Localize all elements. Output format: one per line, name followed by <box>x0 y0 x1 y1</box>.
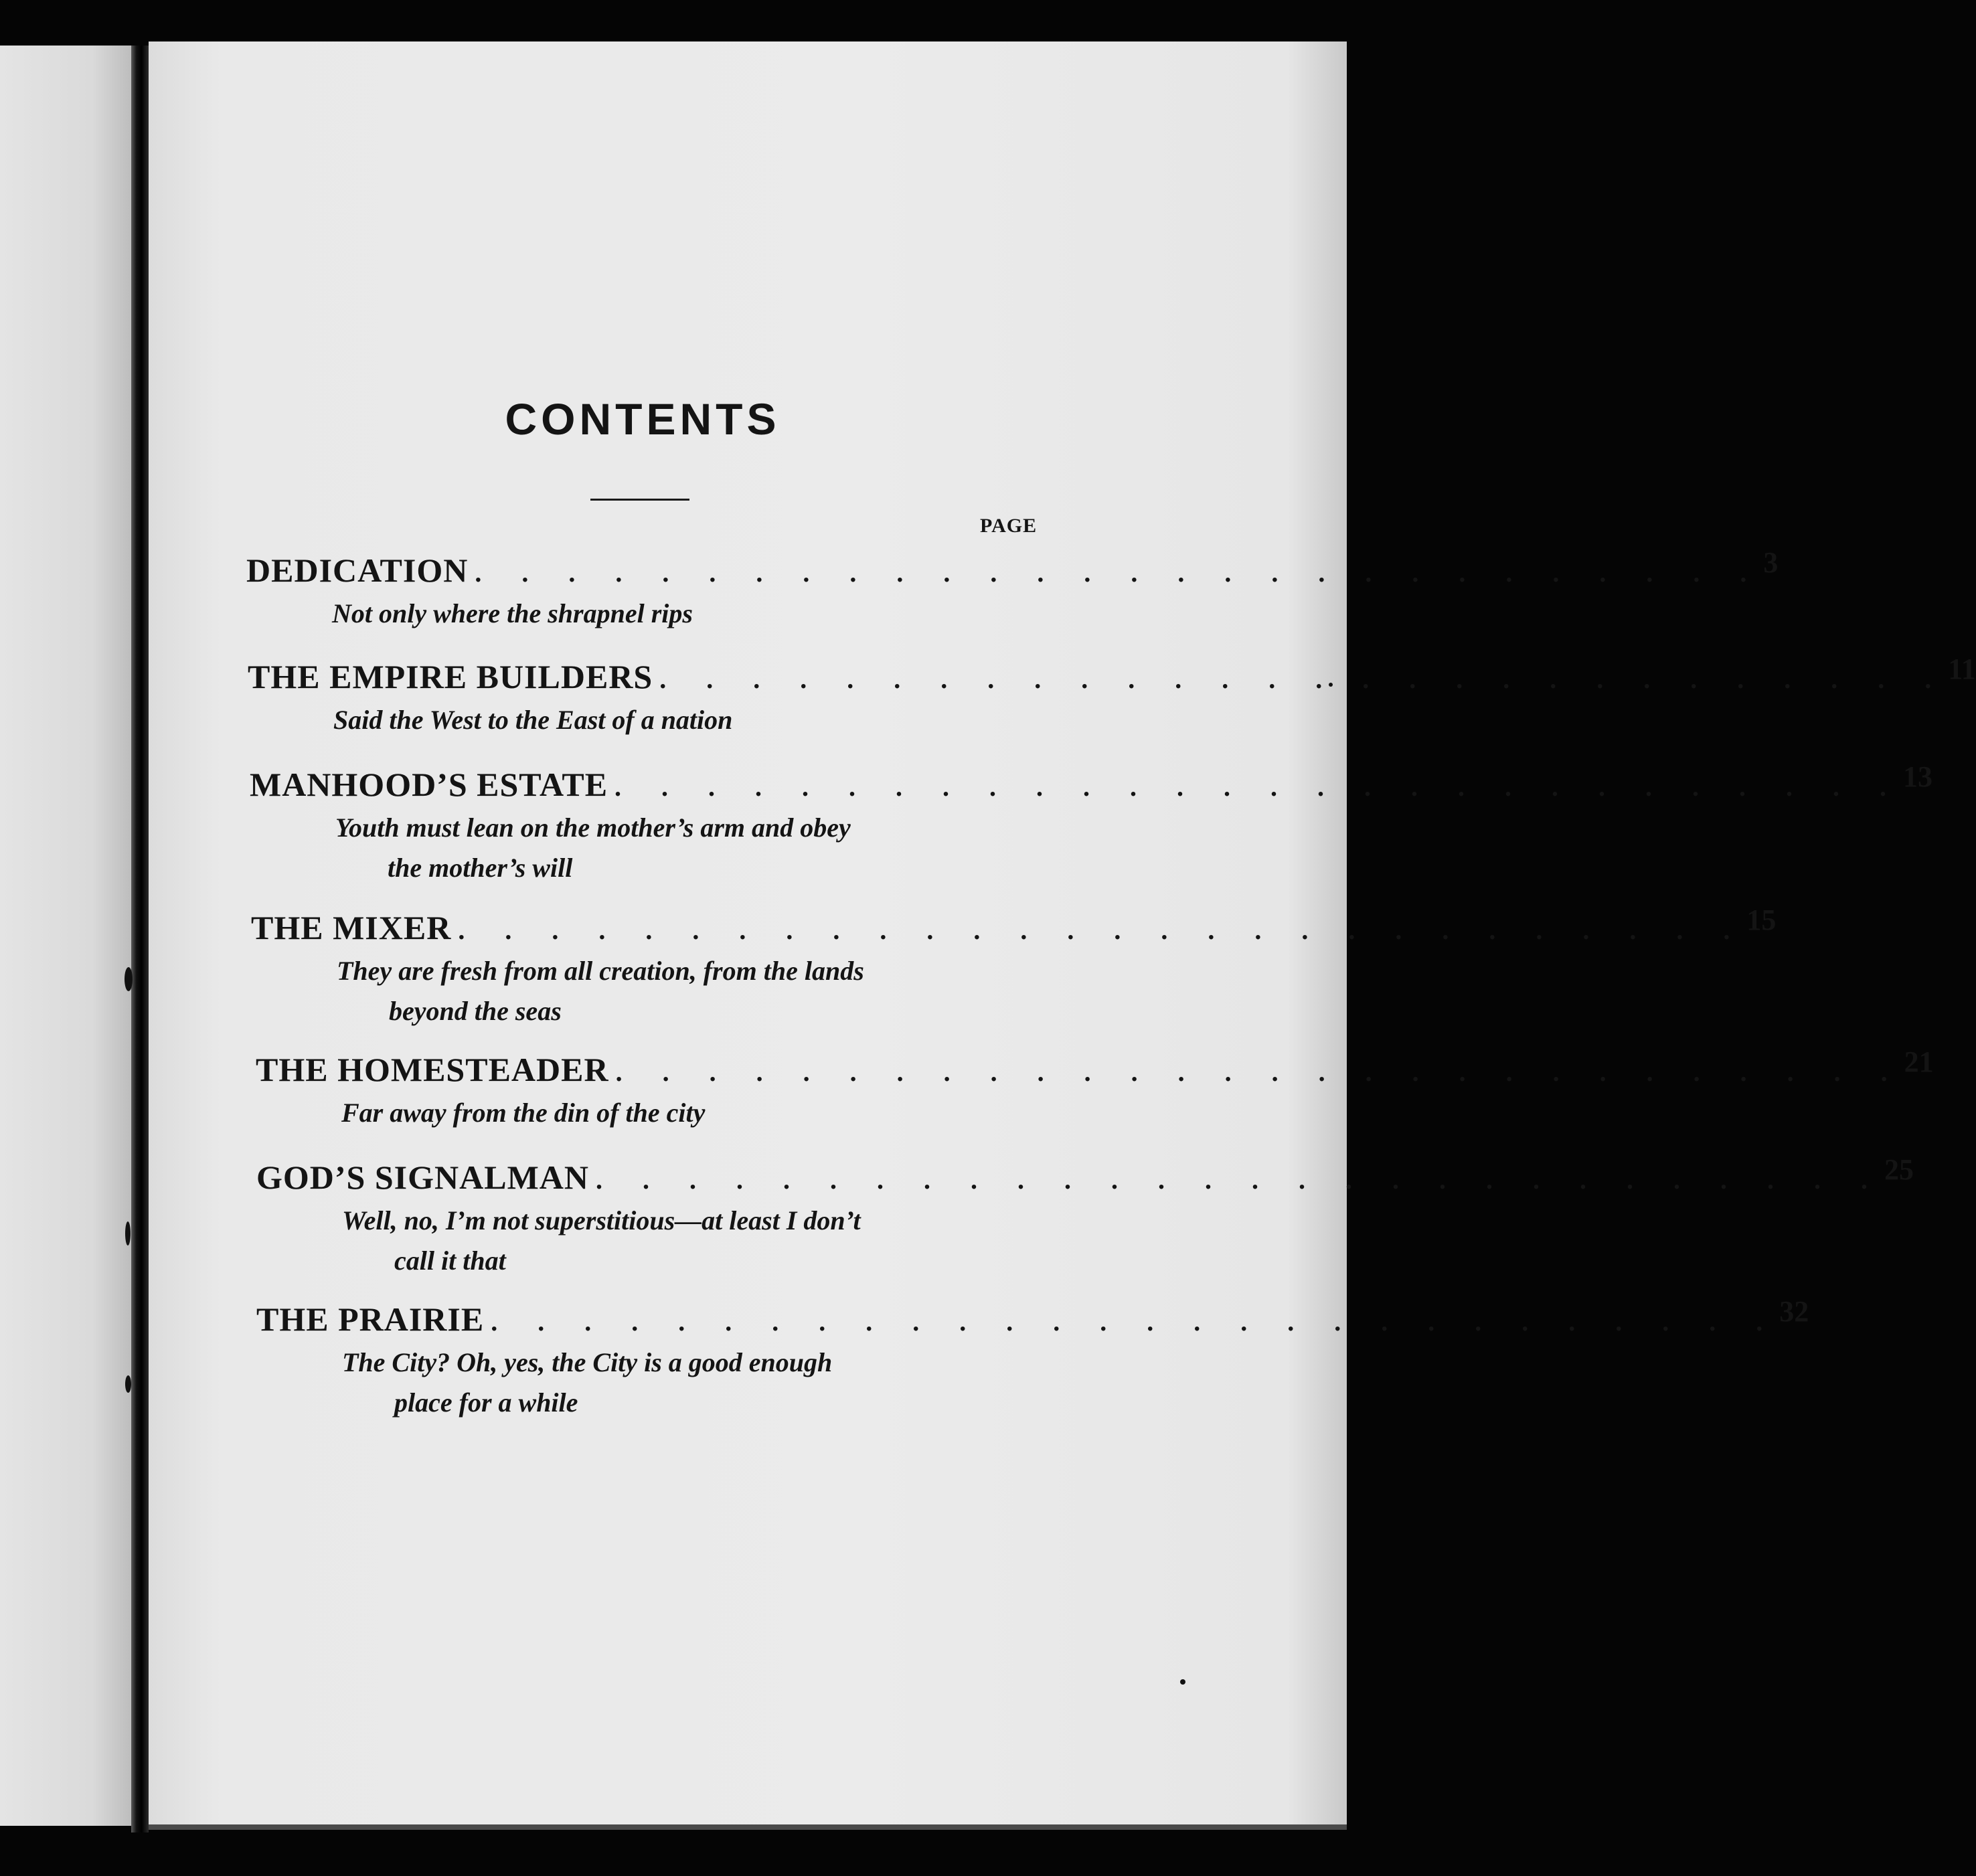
subtitle-line: Said the West to the East of a nation <box>333 705 733 735</box>
entry-page-number: 21 <box>1904 1045 1934 1078</box>
entry-first-line <box>256 1343 978 1423</box>
subtitle-line: They are fresh from all creation, from the lands <box>337 956 864 986</box>
page-column-label: PAGE <box>980 515 1038 537</box>
subtitle-line: Not only where the shrapnel rips <box>332 598 693 628</box>
entry-page-number: 25 <box>1884 1153 1914 1186</box>
entry-first-line <box>256 1201 978 1281</box>
dot-leader: . . . . . . . . . . . . . . . . . . . . . . . . . . . . <box>475 558 1764 588</box>
toc-entry <box>256 1295 1809 1423</box>
entry-first-line <box>256 1093 977 1133</box>
dot-leader: . . . . . . . . . . . . . . . . . . . . . . . . . . . . <box>614 772 1904 802</box>
entry-page-number: 32 <box>1779 1295 1809 1328</box>
toc-entry <box>251 904 1777 1031</box>
entry-title: DEDICATION <box>246 551 469 589</box>
entry-title: THE HOMESTEADER <box>256 1051 609 1088</box>
entry-page-number: 13 <box>1903 760 1933 793</box>
toc-entry <box>256 1045 1934 1133</box>
subtitle-continuation: place for a while <box>394 1387 578 1418</box>
entry-page-number: 15 <box>1746 904 1777 936</box>
entry-first-line <box>246 594 968 634</box>
toc-entry <box>246 546 1779 634</box>
entry-title: MANHOOD’S ESTATE <box>250 766 608 803</box>
page-title: CONTENTS <box>505 394 780 444</box>
entry-page-number: 3 <box>1763 546 1779 579</box>
dot-leader: . . . . . . . . . . . . . . . . . . . . . . . . . . . . <box>491 1306 1780 1337</box>
entry-title: THE PRAIRIE <box>256 1300 485 1338</box>
entry-first-line <box>250 808 971 888</box>
entry-title: THE MIXER <box>251 909 452 946</box>
subtitle-line: Far away from the din of the city <box>341 1098 706 1128</box>
entry-first-line <box>251 951 973 1031</box>
subtitle-line: Youth must lean on the mother’s arm and obey <box>335 813 851 843</box>
subtitle-continuation: beyond the seas <box>389 996 562 1026</box>
subtitle-line: Well, no, I’m not superstitious—at least I don’t <box>342 1205 861 1235</box>
dot-leader: . . . . . . . . . . . . . . . . . . . . . . . . . . . . <box>458 915 1747 945</box>
entry-title: THE EMPIRE BUILDERS <box>248 658 653 695</box>
dot-leader: . . . . . . . . . . . . . . . . . . . . . . . . . . . . <box>659 664 1949 694</box>
entry-page-number: 11 <box>1948 653 1976 685</box>
toc-entry <box>248 653 1976 740</box>
toc-entry <box>256 1153 1914 1281</box>
subtitle-continuation: call it that <box>394 1246 506 1276</box>
entry-first-line <box>248 700 969 740</box>
entry-title: GOD’S SIGNALMAN <box>256 1159 589 1196</box>
dot-leader: . . . . . . . . . . . . . . . . . . . . . . . . . . . . <box>595 1165 1884 1195</box>
dot-leader: . . . . . . . . . . . . . . . . . . . . . . . . . . . . <box>615 1057 1904 1087</box>
subtitle-continuation: the mother’s will <box>388 853 573 883</box>
toc-entry <box>250 760 1933 888</box>
subtitle-line: The City? Oh, yes, the City is a good enough <box>342 1347 833 1377</box>
